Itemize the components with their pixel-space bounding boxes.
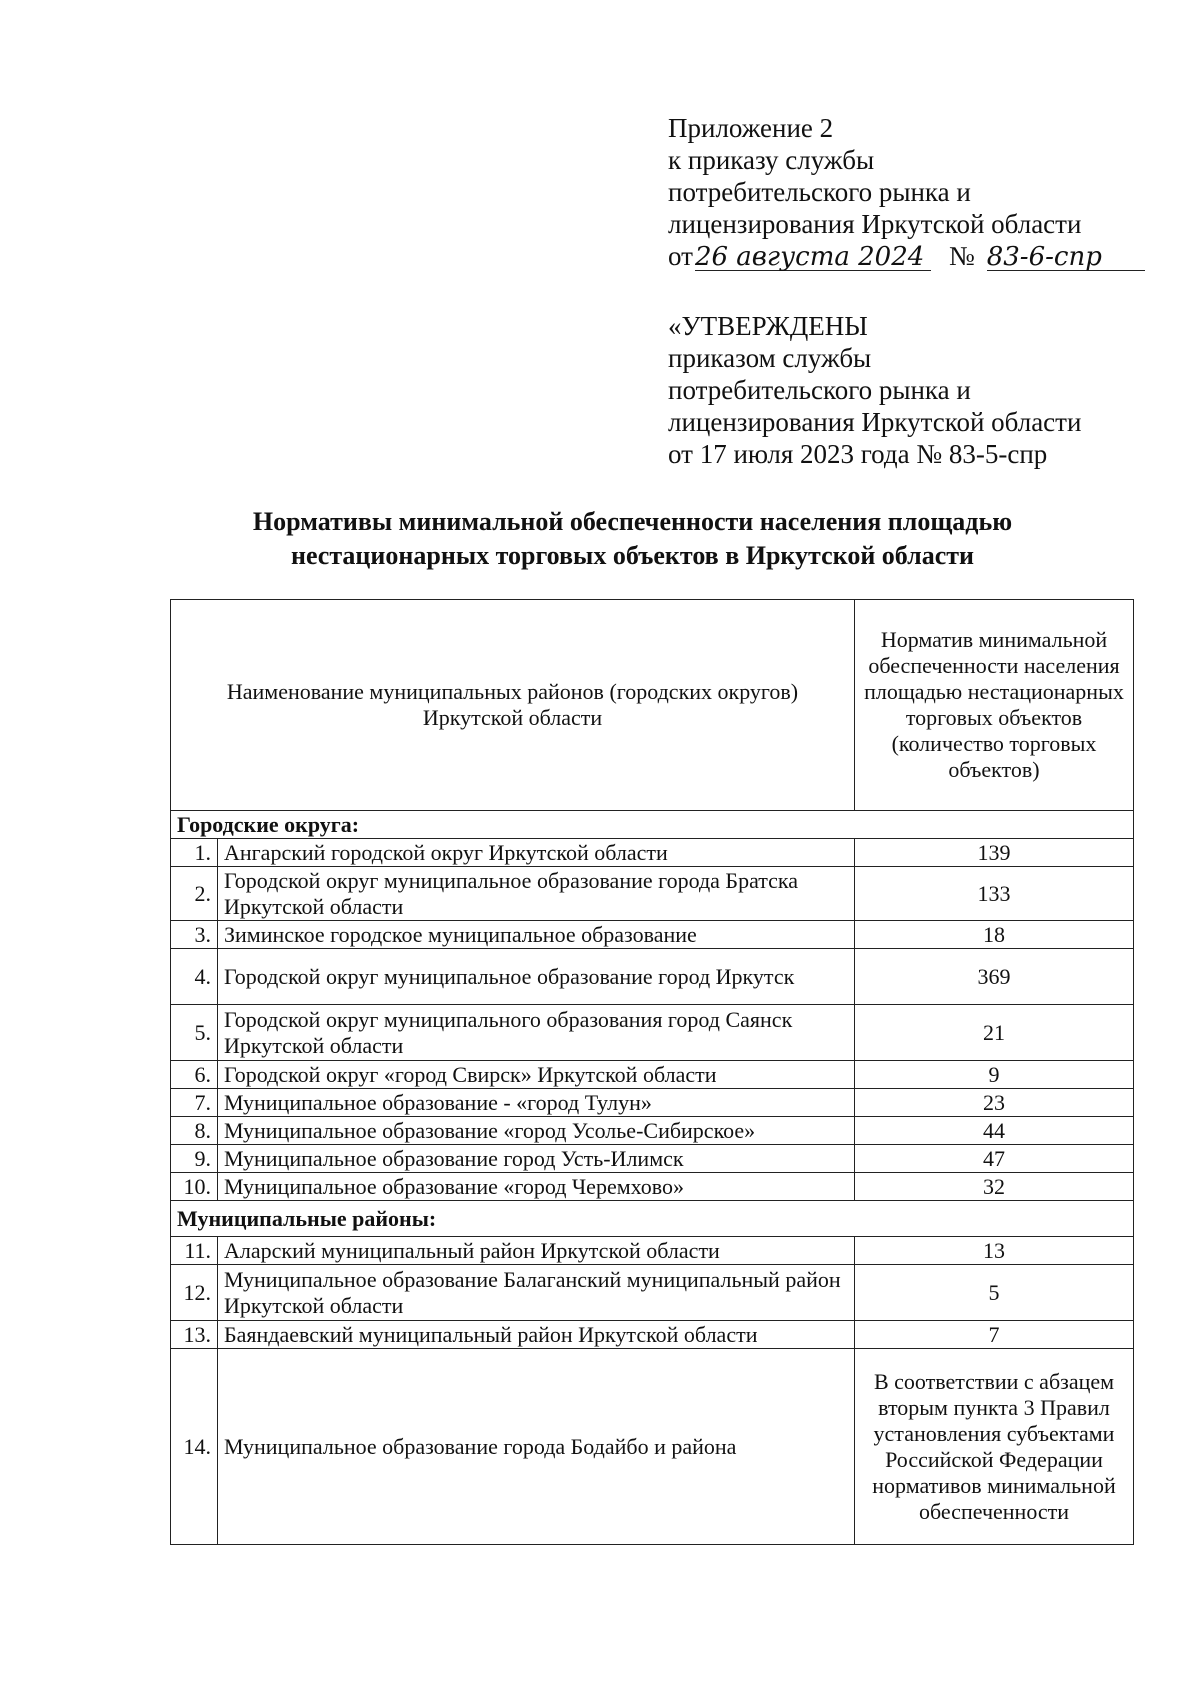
appendix-line-3: потребительского рынка и (668, 177, 971, 207)
row-number: 2. (171, 867, 218, 921)
appendix-line-1: Приложение 2 (668, 113, 834, 143)
row-name: Городской округ муниципального образования город Саянск Иркутской области (218, 1005, 855, 1061)
row-value: 13 (855, 1237, 1134, 1265)
row-value: 5 (855, 1265, 1134, 1321)
row-name: Муниципальное образование «город Черемхово» (218, 1173, 855, 1201)
row-name: Зиминское городское муниципальное образование (218, 921, 855, 949)
table-row (171, 921, 1134, 949)
column-header-value: Норматив минимальной обеспеченности населения площадью нестационарных торговых объектов (количество торговых объектов) (855, 600, 1134, 811)
section-urban-districts: Городские округа: (171, 811, 1134, 839)
handwritten-order-number: 83-6-спр (987, 244, 1145, 271)
norms-table (170, 599, 1134, 1545)
approved-line-1: «УТВЕРЖДЕНЫ (668, 311, 868, 341)
row-name: Баяндаевский муниципальный район Иркутской области (218, 1321, 855, 1349)
row-number: 9. (171, 1145, 218, 1173)
row-number: 14. (171, 1349, 218, 1545)
table-header-row (171, 600, 1134, 811)
row-name: Муниципальное образование - «город Тулун» (218, 1089, 855, 1117)
row-value: 369 (855, 949, 1134, 1005)
row-name: Городской округ «город Свирск» Иркутской области (218, 1061, 855, 1089)
row-value: 18 (855, 921, 1134, 949)
row-value: В соответствии с абзацем вторым пункта 3 Правил установления субъектами Российской Федерации нормативов минимальной обеспеченности (855, 1349, 1134, 1545)
table-row (171, 1265, 1134, 1321)
row-value: 47 (855, 1145, 1134, 1173)
row-name: Городской округ муниципальное образование город Иркутск (218, 949, 855, 1005)
row-name: Городской округ муниципальное образование города Братска Иркутской области (218, 867, 855, 921)
row-number: 5. (171, 1005, 218, 1061)
section-municipal-districts: Муниципальные районы: (171, 1201, 1134, 1237)
table-row (171, 867, 1134, 921)
approved-block (668, 310, 1148, 470)
approved-line-4: лицензирования Иркутской области (668, 407, 1082, 437)
row-value: 44 (855, 1117, 1134, 1145)
row-number: 3. (171, 921, 218, 949)
table-row (171, 949, 1134, 1005)
table-row (171, 1061, 1134, 1089)
row-name: Муниципальное образование города Бодайбо и района (218, 1349, 855, 1545)
row-value: 9 (855, 1061, 1134, 1089)
table-row (171, 1321, 1134, 1349)
table-row (171, 839, 1134, 867)
row-number: 10. (171, 1173, 218, 1201)
table-row (171, 1145, 1134, 1173)
row-value: 139 (855, 839, 1134, 867)
table-row (171, 1237, 1134, 1265)
row-number: 13. (171, 1321, 218, 1349)
row-value: 32 (855, 1173, 1134, 1201)
row-value: 7 (855, 1321, 1134, 1349)
approved-line-5: от 17 июля 2023 года № 83-5-спр (668, 439, 1048, 469)
table-row (171, 1173, 1134, 1201)
appendix-line-2: к приказу службы (668, 145, 875, 175)
approved-line-2: приказом службы (668, 343, 872, 373)
section-row (171, 811, 1134, 839)
number-sign: № (948, 241, 975, 271)
row-name: Муниципальное образование Балаганский муниципальный район Иркутской области (218, 1265, 855, 1321)
row-name: Муниципальное образование город Усть-Илимск (218, 1145, 855, 1173)
from-prefix: от (668, 241, 693, 271)
handwritten-date: 26 августа 2024 (695, 244, 931, 271)
row-number: 4. (171, 949, 218, 1005)
appendix-header (668, 112, 1138, 272)
row-number: 12. (171, 1265, 218, 1321)
row-number: 11. (171, 1237, 218, 1265)
order-date-line (668, 240, 1138, 272)
row-name: Аларский муниципальный район Иркутской области (218, 1237, 855, 1265)
document-title (160, 505, 1105, 573)
row-name: Муниципальное образование «город Усолье-Сибирское» (218, 1117, 855, 1145)
table-row (171, 1117, 1134, 1145)
table-row (171, 1005, 1134, 1061)
table-row (171, 1089, 1134, 1117)
row-name: Ангарский городской округ Иркутской области (218, 839, 855, 867)
table-row (171, 1349, 1134, 1545)
column-header-name: Наименование муниципальных районов (городских округов) Иркутской области (171, 600, 855, 811)
title-line-1: Нормативы минимальной обеспеченности населения площадью (252, 507, 1013, 536)
row-number: 1. (171, 839, 218, 867)
approved-line-3: потребительского рынка и (668, 375, 971, 405)
section-row (171, 1201, 1134, 1237)
row-value: 23 (855, 1089, 1134, 1117)
row-number: 8. (171, 1117, 218, 1145)
row-number: 6. (171, 1061, 218, 1089)
appendix-line-4: лицензирования Иркутской области (668, 209, 1082, 239)
row-value: 21 (855, 1005, 1134, 1061)
title-line-2: нестационарных торговых объектов в Иркутской области (290, 541, 975, 570)
row-number: 7. (171, 1089, 218, 1117)
row-value: 133 (855, 867, 1134, 921)
